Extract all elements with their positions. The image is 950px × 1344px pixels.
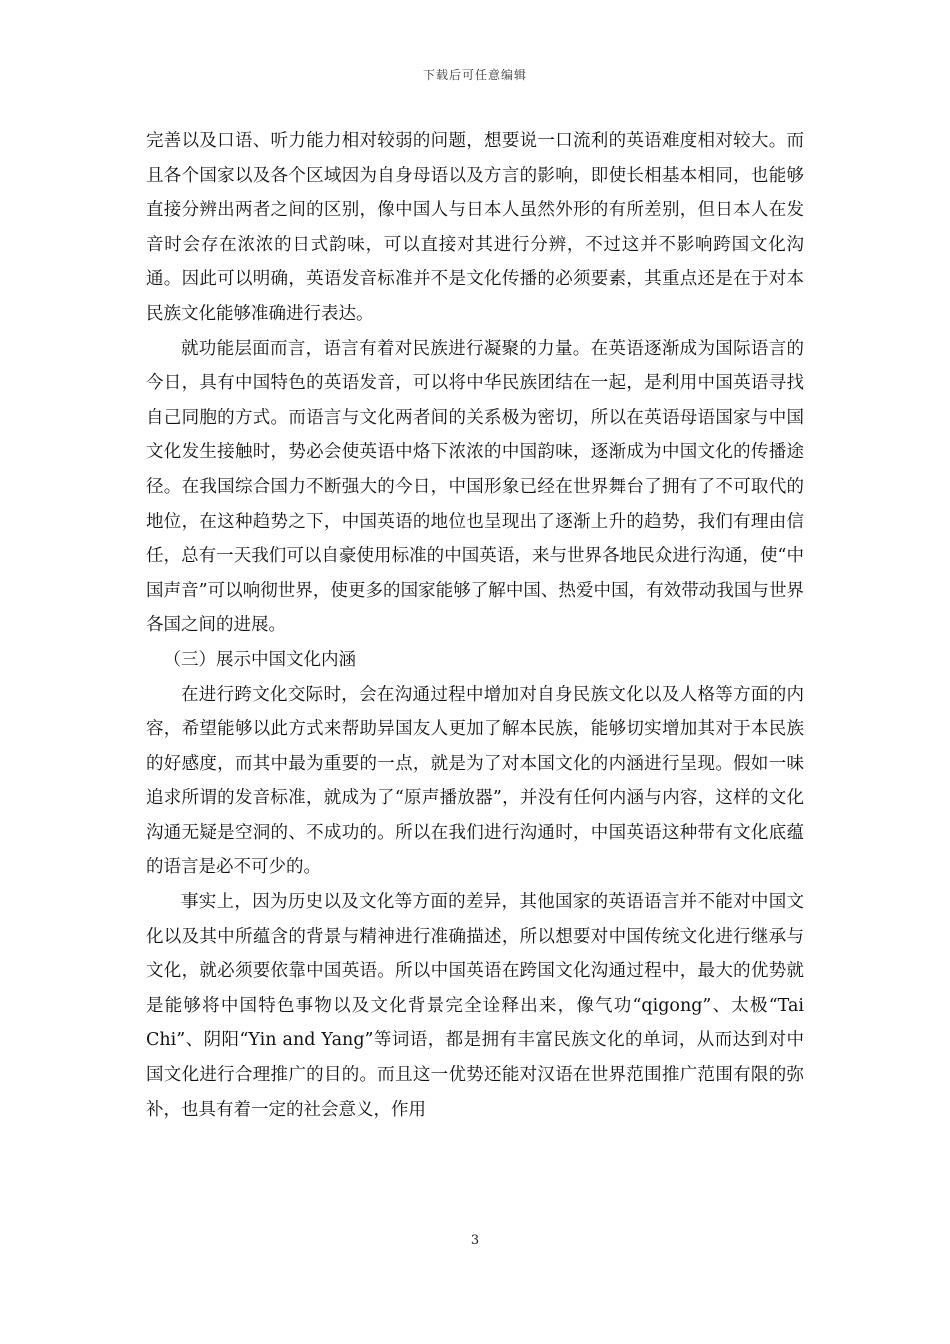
paragraph-cultural-exchange: 在进行跨文化交际时，会在沟通过程中增加对自身民族文化以及人格等方面的内容，希望能够以此方式来帮助异国友人更加了解本民族，能够切实增加其对于本民族的好感度，而其中最为重要的一点，就是为了对本国文化的内涵进行呈现。假如一味追求所谓的发音标准，就成为了“原声播放器”，并没有任何内涵与内容，这样的文化沟通无疑是空洞的、不成功的。所以在我们进行沟通时，中国英语这种带有文化底蕴的语言是必不可少的。	[146, 684, 804, 878]
paragraph-language-function: 就功能层面而言，语言有着对民族进行凝聚的力量。在英语逐渐成为国际语言的今日，具有中国特色的英语发音，可以将中华民族团结在一起，是利用中国英语寻找自己同胞的方式。而语言与文化两者间的关系极为密切，所以在英语母语国家与中国文化发生接触时，势必会使英语中烙下浓浓的中国韵味，逐渐成为中国文化的传播途径。在我国综合国力不断强大的今日，中国形象已经在世界舞台了拥有了不可取代的地位，在这种趋势之下，中国英语的地位也呈现出了逐渐上升的趋势，我们有理由信任，总有一天我们可以自豪使用标准的中国英语，来与世界各地民众进行沟通，使“中国声音”可以响彻世界，使更多的国家能够了解中国、热爱中国，有效带动我国与世界各国之间的进展。	[146, 338, 804, 636]
document-body	[146, 124, 804, 1127]
page-header: 下载后可任意编辑	[422, 68, 527, 82]
paragraph-chinese-english-advantage: 事实上，因为历史以及文化等方面的差异，其他国家的英语语言并不能对中国文化以及其中所蕴含的背景与精神进行准确描述，所以想要对中国传统文化进行继承与文化，就必须要依靠中国英语。所以中国英语在跨国文化沟通过程中，最大的优势就是能够将中国特色事物以及文化背景完全诠释出来，像气功“qigong”、太极“Tai Chi”、阴阳“Yin and Yang”等词语，都是拥有丰富民族文化的单词，从而达到对中国文化进行合理推广的目的。而且这一优势还能对汉语在世界范围推广范围有限的弥补，也具有着一定的社会意义，作用	[146, 892, 804, 1120]
section-heading: （三）展示中国文化内涵	[163, 649, 356, 670]
paragraph-continuation: 完善以及口语、听力能力相对较弱的问题，想要说一口流利的英语难度相对较大。而且各个国家以及各个区域因为自身母语以及方言的影响，即使长相基本相同，也能够直接分辨出两者之间的区别，像中国人与日本人虽然外形的有所差别，但日本人在发音时会存在浓浓的日式韵味，可以直接对其进行分辨，不过这并不影响跨国文化沟通。因此可以明确，英语发音标准并不是文化传播的必须要素，其重点还是在于对本民族文化能够准确进行表达。	[146, 131, 804, 324]
page-number: 3	[470, 1233, 480, 1248]
